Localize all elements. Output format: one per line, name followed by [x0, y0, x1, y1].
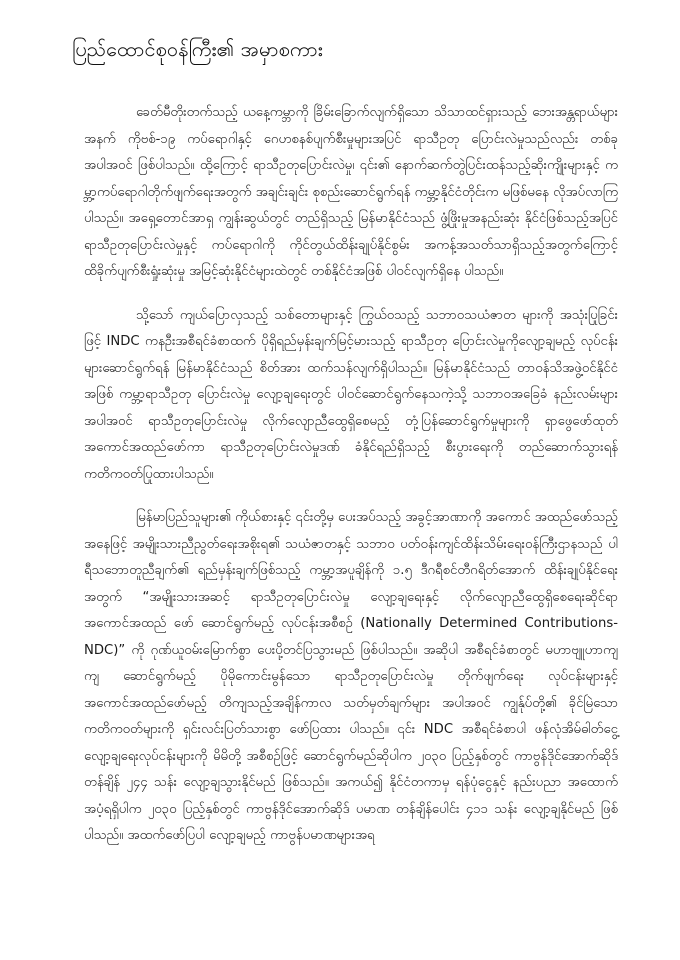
paragraph-3: မြန်မာပြည်သူများ၏ ကိုယ်စားနှင့် ၎င်းတို့မှ ပေးအပ်သည့် အခွင့်အာဏာကို အကောင် အထည်ဖော်သည့်အနေဖြင့် အမျိုးသားညီညွတ်ရေးအစိုးရ၏ သယံဇာတနှင့် သဘာဝ ပတ်ဝန်းကျင်ထိန်းသိမ်းရေးဝန်ကြီးဌာနသည် ပါရီသဘောတူညီချက်၏ ရည်မှန်းချက်ဖြစ်သည့် ကမ္ဘာ့အပူချိန်ကို ၁.၅ ဒီဂရီစင်တီဂရိတ်အောက် ထိန်းချုပ်နိုင်ရေးအတွက် “အမျိုးသားအဆင့် ရာသီဥတုပြောင်းလဲမှု လျော့ချရေးနှင့် လိုက်လျောညီထွေရှိစေရေးဆိုင်ရာ အကောင်အထည် ဖော် ဆောင်ရွက်မည့် လုပ်ငန်းအစီစဉ် (Nationally Determined Contributions- NDC)” ကို ဂုဏ်ယူဝမ်းမြောက်စွာ ပေးပို့တင်ပြသွားမည် ဖြစ်ပါသည်။ အဆိုပါ အစီရင်ခံစာတွင် မဟာဗျူဟာကျကျ ဆောင်ရွက်မည့် ပိုမိုကောင်းမွန်သော ရာသီဥတုပြောင်းလဲမှု တိုက်ဖျက်ရေး လုပ်ငန်းများနှင့် အကောင်အထည်ဖော်မည့် တိကျသည့်အချိန်ကာလ သတ်မှတ်ချက်များ အပါအဝင် ကျွန်ုပ်တို့၏ ခိုင်မြဲသော ကတိကဝတ်များကို ရှင်းလင်းပြတ်သားစွာ ဖော်ပြထား ပါသည်။ ၎င်း NDC အစီရင်ခံစာပါ ဖန်လုံအိမ်ဓါတ်ငွေ့ လျော့ချရေးလုပ်ငန်းများကို မိမိတို့ အစီစဉ်ဖြင့် ဆောင်ရွက်မည်ဆိုပါက ၂၀၃၀ ပြည့်နှစ်တွင် ကာဗွန်ဒိုင်အောက်ဆိုဒ်တန်ချိန် ၂၄၄ သန်း လျော့ချသွားနိုင်မည် ဖြစ်သည်။ အကယ်၍ နိုင်ငံတကာမှ ရန်ပုံငွေနှင့် နည်းပညာ အထောက် အပံ့ရရှိပါက ၂၀၃၀ ပြည့်နှစ်တွင် ကာဗွန်ဒိုင်အောက်ဆိုဒ် ပမာဏ တန်ချိန်ပေါင်း ၄၁၁ သန်း လျော့ချနိုင်မည် ဖြစ်ပါသည်။ အထက်ဖော်ပြပါ လျော့ချမည့် ကာဗွန်ပမာဏများအရ [84, 510, 618, 843]
page-title: ပြည်ထောင်စုဝန်ကြီး၏ အမှာစကား [72, 37, 323, 61]
paragraph-1: ခေတ်မီတိုးတက်သည့် ယနေ့ကမ္ဘာကို ခြိမ်းခြောက်လျက်ရှိသော သိသာထင်ရှားသည့် ဘေးအန္တရာယ်များအနက် ကိုဗစ်-၁၉ ကပ်ရောဂါနှင့် ဂေဟစနစ်ပျက်စီးမှုများအပြင် ရာသီဥတု ပြောင်းလဲမှုသည်လည်း တစ်ခုအပါအဝင် ဖြစ်ပါသည်။ ထို့ကြောင့် ရာသီဥတုပြောင်းလဲမှု၊ ၎င်း၏ နောက်ဆက်တွဲပြင်းထန်သည့်ဆိုးကျိုးများနှင့် ကမ္ဘာ့ကပ်ရောဂါတိုက်ဖျက်ရေးအတွက် အချင်းချင်း စုစည်းဆောင်ရွက်ရန် ကမ္ဘာ့နိုင်ငံတိုင်းက မဖြစ်မနေ လိုအပ်လာကြပါသည်။ အရှေ့တောင်အာရှ ကျွန်းဆွယ်တွင် တည်ရှိသည့် မြန်မာနိုင်ငံသည် ဖွံ့ဖြိုးမှုအနည်းဆုံး နိုင်ငံဖြစ်သည့်အပြင် ရာသီဥတုပြောင်းလဲမှုနှင့် ကပ်ရောဂါကို ကိုင်တွယ်ထိန်းချုပ်နိုင်စွမ်း အကန့်အသတ်သာရှိသည့်အတွက်ကြောင့် ထိခိုက်ပျက်စီးရှုံးဆုံးမှု အမြင့်ဆုံးနိုင်ငံများထဲတွင် တစ်နိုင်ငံအဖြစ် ပါဝင်လျက်ရှိနေ ပါသည်။ [84, 105, 618, 279]
paragraph-2: သို့သော် ကျယ်ပြောလှသည့် သစ်တောများနှင့် ကြွယ်ဝသည့် သဘာဝသယံဇာတ များကို အသုံးပြုခြင်းဖြင့် INDC ကနဦးအစီရင်ခံစာထက် ပိုရှိရည်မှန်းချက်မြင့်မားသည့် ရာသီဥတု ပြောင်းလဲမှုကိုလျော့ချမည့် လုပ်ငန်းများဆောင်ရွက်ရန် မြန်မာနိုင်ငံသည် စိတ်အား ထက်သန်လျက်ရှိပါသည်။ မြန်မာနိုင်ငံသည် တာဝန်သိအဖွဲ့ဝင်နိုင်ငံအဖြစ် ကမ္ဘာ့ရာသီဥတု ပြောင်းလဲမှု လျော့ချရေးတွင် ပါဝင်ဆောင်ရွက်နေသကဲ့သို့ သဘာဝအခြေခံ နည်းလမ်းများ အပါအဝင် ရာသီဥတုပြောင်းလဲမှု လိုက်လျောညီထွေရှိစေမည့် တုံ့ပြန်ဆောင်ရွက်မှုများကို ရှာဖွေဖော်ထုတ် အကောင်အထည်ဖော်ကာ ရာသီဥတုပြောင်းလဲမှုဒဏ် ခံနိုင်ရည်ရှိသည့် စီးပွားရေးကို တည်ဆောက်သွားရန် ကတိကဝတ်ပြုထားပါသည်။ [84, 307, 618, 482]
